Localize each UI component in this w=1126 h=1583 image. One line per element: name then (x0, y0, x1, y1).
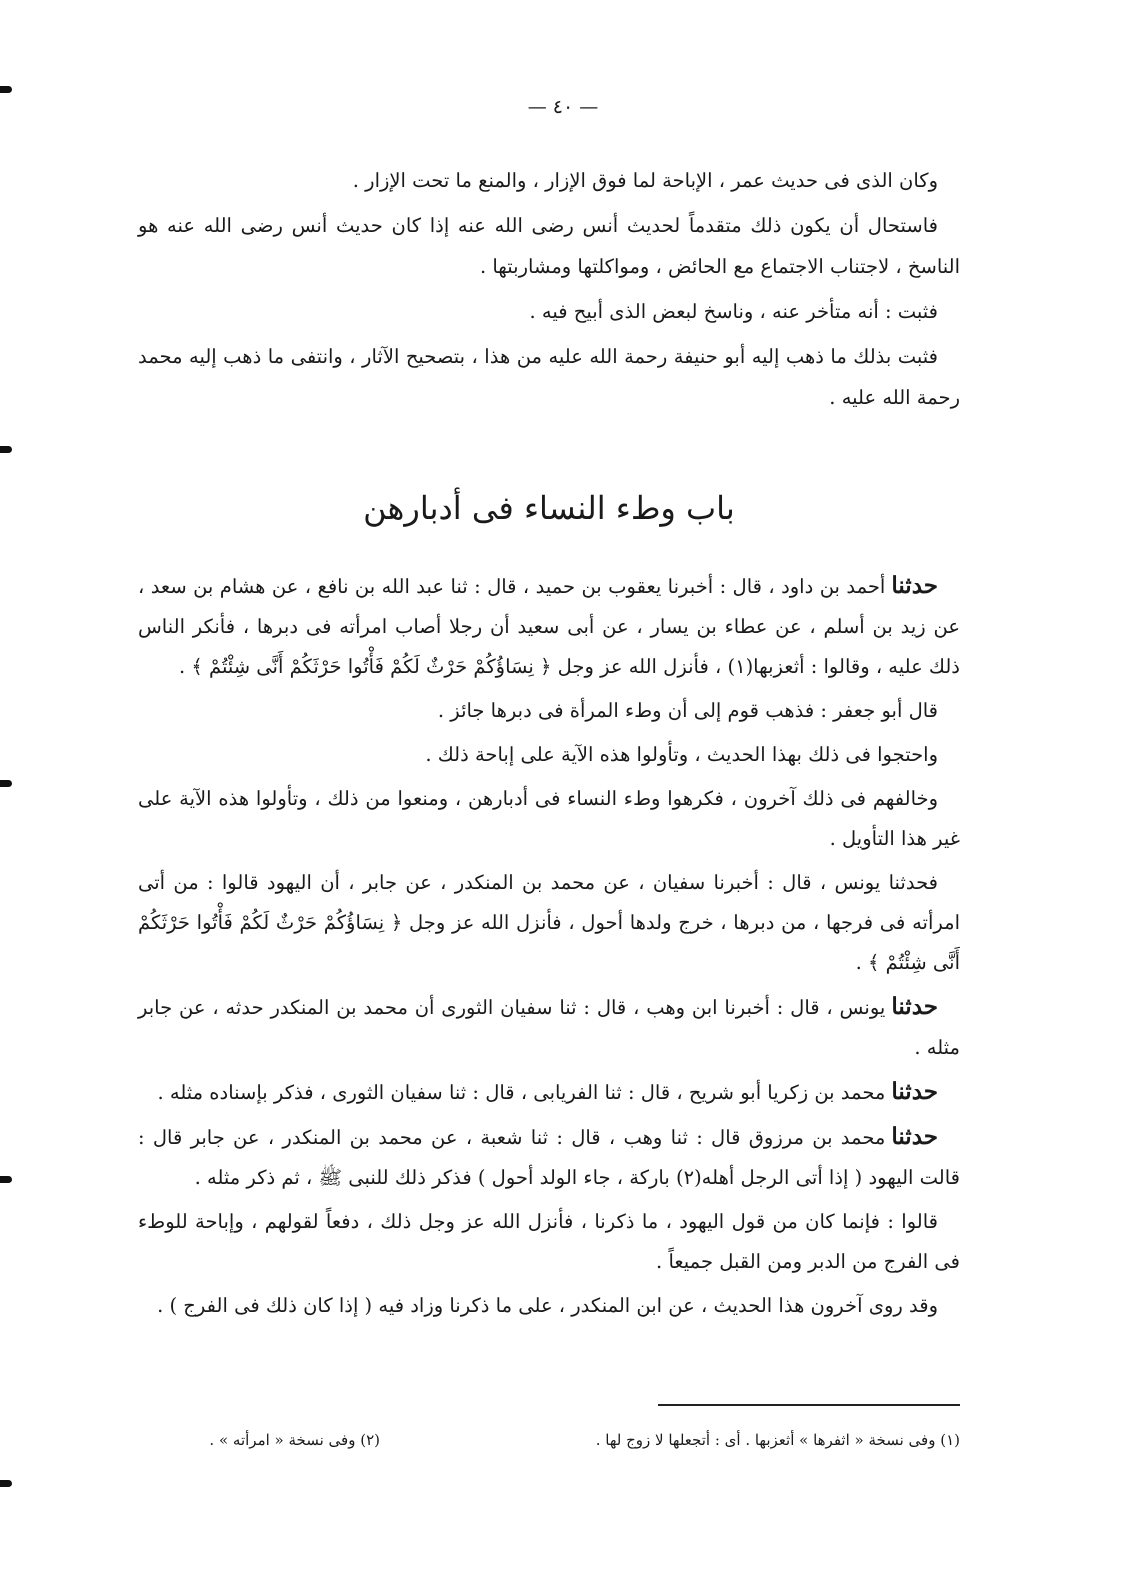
paragraph (138, 566, 960, 687)
paragraph: فاستحال أن يكون ذلك متقدماً لحديث أنس رضى الله عنه إذا كان حديث أنس رضى الله عنه هو الناسخ ، لاجتناب الاجتماع مع الحائض ، ومواكلتها ومشاربتها . (138, 214, 960, 278)
page-number: — ٤٠ — (527, 96, 599, 118)
paragraph-text: أحمد بن داود ، قال : أخبرنا يعقوب بن حميد ، قال : ثنا عبد الله بن نافع ، عن هشام بن سعد ، عن زيد بن أسلم ، عن عطاء بن يسار ، عن أبى سعيد أن رجلا أصاب امرأته فى دبرها ، فأنكر الناس ذلك عليه ، وقالوا : أثعزبها(١) ، فأنزل الله عز وجل ﴿ نِسَاؤُكُمْ حَرْثٌ لَكُمْ فَأْتُوا حَرْثَكُمْ أَنَّى شِئْتُمْ ﴾ . (138, 575, 960, 678)
paragraph (138, 1117, 960, 1198)
paragraph: قالوا : فإنما كان من قول اليهود ، ما ذكرنا ، فأنزل الله عز وجل ذلك ، دفعاً لقولهم ، وإباحة للوطء فى الفرج من الدبر ومن القبل جميعاً . (138, 1210, 960, 1273)
paragraph (138, 987, 960, 1068)
scan-edge-mark (0, 1480, 12, 1487)
main-section (138, 566, 960, 1326)
paragraph: وكان الذى فى حديث عمر ، الإباحة لما فوق الإزار ، والمنع ما تحت الإزار . (352, 169, 938, 192)
paragraph-text: يونس ، قال : أخبرنا ابن وهب ، قال : ثنا سفيان الثورى أن محمد بن المنكدر حدثه ، عن جابر مثله . (138, 996, 960, 1059)
scan-edge-mark (0, 780, 12, 787)
scan-edge-mark (0, 446, 12, 453)
hadith-lead-word: حدثنا (891, 1078, 938, 1105)
scan-edge-mark (0, 86, 12, 93)
footnote-2: (٢) وفى نسخة « امرأته » . (209, 1431, 380, 1449)
paragraph: قال أبو جعفر : فذهب قوم إلى أن وطء المرأة فى دبرها جائز . (437, 699, 938, 722)
paragraph-text: محمد بن مرزوق قال : ثنا وهب ، قال : ثنا شعبة ، عن محمد بن المنكدر ، عن جابر قال : قالت اليهود ( إذا أتى الرجل أهله(٢) باركة ، جاء الولد أحول ) فذكر ذلك للنبى ﷺ ، ثم ذكر مثله . (138, 1126, 960, 1189)
paragraph: وخالفهم فى ذلك آخرون ، فكرهوا وطء النساء فى أدبارهن ، ومنعوا من ذلك ، وتأولوا هذه الآية على غير هذا التأويل . (138, 787, 960, 850)
paragraph: فثبت بذلك ما ذهب إليه أبو حنيفة رحمة الله عليه من هذا ، بتصحيح الآثار ، وانتفى ما ذهب إليه محمد رحمة الله عليه . (138, 345, 960, 409)
paragraph: واحتجوا فى ذلك بهذا الحديث ، وتأولوا هذه الآية على إباحة ذلك . (425, 743, 938, 766)
footnote-divider (658, 1404, 960, 1406)
paragraph (138, 1072, 960, 1113)
chapter-title: باب وطء النساء فى أدبارهن (363, 489, 735, 527)
scan-edge-mark (0, 1176, 12, 1183)
hadith-lead-word: حدثنا (891, 1123, 938, 1150)
paragraph-text: محمد بن زكريا أبو شريح ، قال : ثنا الفريابى ، قال : ثنا سفيان الثورى ، فذكر بإسناده مثله . (157, 1081, 886, 1104)
top-section (138, 160, 960, 418)
footnote-1: (١) وفى نسخة « اثفرها » أثعزبها . أى : أتجعلها لا زوج لها . (595, 1431, 960, 1449)
paragraph: وقد روى آخرون هذا الحديث ، عن ابن المنكدر ، على ما ذكرنا وزاد فيه ( إذا كان ذلك فى الفرج ) . (157, 1294, 938, 1317)
paragraph: فثبت : أنه متأخر عنه ، وناسخ لبعض الذى أبيح فيه . (529, 300, 938, 323)
paragraph: فحدثنا يونس ، قال : أخبرنا سفيان ، عن محمد بن المنكدر ، عن جابر ، أن اليهود قالوا : من أتى امرأته فى فرجها ، من دبرها ، خرج ولدها أحول ، فأنزل الله عز وجل ﴿ نِسَاؤُكُمْ حَرْثٌ لَكُمْ فَأْتُوا حَرْثَكُمْ أَنَّى شِئْتُمْ ﴾ . (138, 871, 960, 974)
hadith-lead-word: حدثنا (891, 993, 938, 1020)
hadith-lead-word: حدثنا (891, 572, 938, 599)
